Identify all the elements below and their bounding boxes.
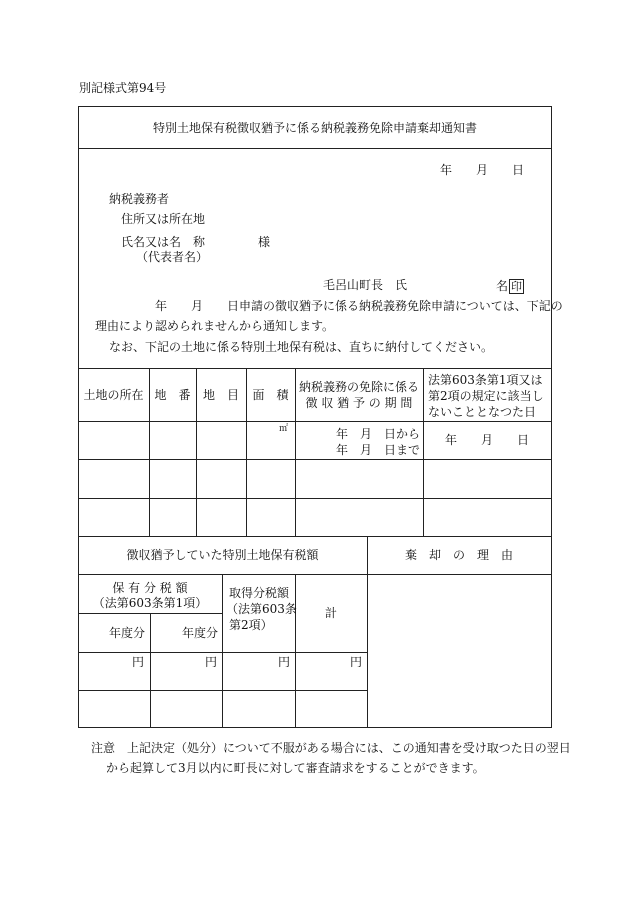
header-not-applicable-line3: ないこととなつた日 — [428, 405, 537, 419]
header-acquisition-line3: 第2項） — [229, 618, 273, 632]
header-land-category: 地 目 — [202, 388, 239, 402]
header-holding-tax-line2: （法第603条第1項） — [92, 596, 208, 610]
header-period-line2: 徴 収 猶 予 の 期 間 — [305, 396, 413, 410]
header-period-line1: 納税義務の免除に係る — [298, 380, 419, 394]
representative-label: （代表者名） — [136, 250, 209, 264]
yen-unit-3: 円 — [278, 655, 291, 669]
header-lot-number: 地 番 — [154, 388, 191, 402]
mayor-title: 毛呂山町長 氏 — [323, 278, 408, 292]
header-suspended-amount: 徴収猶予していた特別土地保有税額 — [126, 548, 319, 562]
header-not-applicable-line1: 法第603条第1項又は — [428, 373, 543, 387]
period-to: 年 月 日まで — [336, 443, 421, 457]
yen-unit-1: 円 — [132, 655, 145, 669]
header-land-location: 土地の所在 — [83, 388, 144, 402]
note-line-2: から起算して3月以内に町長に対して審査請求をすることができます。 — [106, 761, 485, 775]
not-applicable-date: 年 月 日 — [444, 433, 529, 447]
mayor-name-char: 名 — [496, 279, 509, 293]
header-total: 計 — [324, 606, 337, 620]
header-acquisition-line2: （法第603条 — [226, 602, 297, 616]
header-area: 面 積 — [252, 388, 289, 402]
body-line-1: 年 月 日申請の徴収猶予に係る納税義務免除申請については、下記の — [155, 299, 563, 313]
document-title: 特別土地保有税徴収猶予に係る納税義務免除申請棄却通知書 — [152, 121, 477, 135]
seal-mark: 印 — [511, 280, 523, 293]
area-unit: ㎡ — [279, 424, 289, 434]
honorific: 様 — [258, 235, 271, 249]
period-from: 年 月 日から — [336, 427, 421, 441]
body-line-3: なお、下記の土地に係る特別土地保有税は、直ちに納付してください。 — [109, 340, 494, 354]
header-acquisition-line1: 取得分税額 — [229, 586, 290, 600]
header-not-applicable-line2: 第2項の規定に該当し — [428, 389, 544, 403]
note-line-1: 注意 上記決定（処分）について不服がある場合には、この通知書を受け取つた日の翌日 — [91, 741, 571, 755]
header-rejection-reason: 棄 却 の 理 由 — [404, 548, 513, 562]
header-holding-tax-line1: 保 有 分 税 額 — [112, 581, 188, 595]
name-label: 氏名又は名 称 — [121, 235, 206, 249]
mayor-name — [496, 279, 524, 294]
issue-date: 年 月 日 — [440, 163, 525, 177]
address-label: 住所又は所在地 — [121, 212, 206, 226]
yen-unit-2: 円 — [205, 655, 218, 669]
yen-unit-4: 円 — [350, 655, 363, 669]
header-fiscal-year-2: 年度分 — [182, 626, 219, 640]
form-number: 別記様式第94号 — [79, 81, 167, 95]
header-fiscal-year-1: 年度分 — [109, 626, 146, 640]
taxpayer-label: 納税義務者 — [109, 192, 170, 206]
body-line-2: 理由により認められませんから通知します。 — [95, 319, 335, 333]
